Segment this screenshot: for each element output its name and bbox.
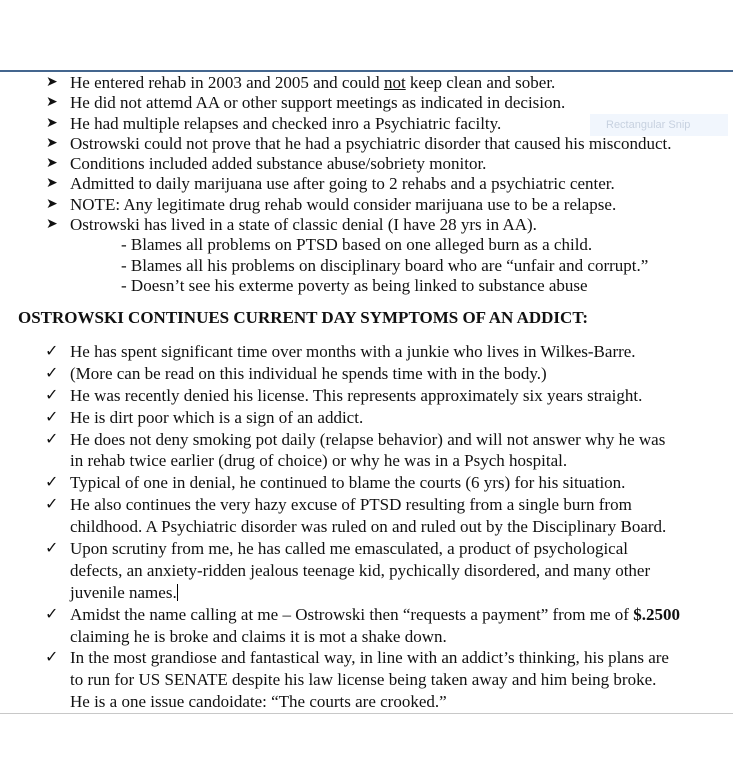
- item-text: juvenile names.: [70, 582, 177, 602]
- arrow-bullet-icon: ➤: [46, 115, 58, 131]
- arrow-bullet-icon: ➤: [46, 135, 58, 151]
- arrow-bullet-icon: ➤: [46, 217, 58, 233]
- checkmark-icon: ✓: [45, 408, 59, 426]
- list-item: [0, 114, 733, 134]
- item-text: He does not deny smoking pot daily (relapse behavior) and will not answer why he was: [70, 429, 666, 449]
- list-item: [0, 154, 733, 174]
- list-item: [0, 215, 733, 235]
- arrow-bullet-icon: ➤: [46, 196, 58, 212]
- rehab-history-list: [0, 73, 733, 296]
- editable-line-with-cursor[interactable]: [0, 582, 733, 604]
- underlined-word: not: [383, 73, 406, 92]
- item-text: In the most grandiose and fantastical way, in line with an addict’s thinking, his plans are: [70, 648, 669, 668]
- checkmark-icon: ✓: [45, 540, 59, 558]
- list-item: [0, 195, 733, 215]
- page-top-rule: [0, 70, 733, 72]
- item-text: He was recently denied his license. This represents approximately six years straight.: [70, 385, 643, 405]
- item-line: [0, 604, 733, 626]
- item-text: Conditions included added substance abuse/sobriety monitor.: [70, 154, 487, 174]
- checkmark-icon: ✓: [45, 343, 59, 360]
- sub-item: [0, 256, 733, 276]
- item-text: He did not attemd AA or other support meetings as indicated in decision.: [70, 93, 566, 113]
- item-text: He is a one issue candoidate: “The courts are crooked.”: [70, 692, 447, 712]
- arrow-bullet-icon: ➤: [46, 176, 58, 192]
- list-item: [0, 363, 733, 385]
- list-item: [0, 385, 733, 407]
- item-text: He has spent significant time over months with a junkie who lives in Wilkes-Barre.: [70, 342, 636, 361]
- arrow-bullet-icon: ➤: [46, 95, 58, 111]
- sub-item-text: - Blames all problems on PTSD based on one alleged burn as a child.: [121, 235, 593, 255]
- item-text: keep clean and sober.: [405, 73, 556, 92]
- sub-item: [0, 235, 733, 255]
- list-item: [0, 429, 733, 473]
- checkmark-icon: ✓: [45, 364, 59, 382]
- list-item: [0, 341, 733, 363]
- item-text: Amidst the name calling at me – Ostrowski then “requests a payment” from me of: [70, 604, 634, 624]
- arrow-bullet-icon: ➤: [46, 75, 58, 90]
- list-item: [0, 93, 733, 113]
- item-text: Typical of one in denial, he continued to blame the courts (6 yrs) for his situation.: [70, 473, 626, 493]
- payment-amount: $.2500: [633, 604, 680, 624]
- text-cursor: [177, 584, 178, 601]
- item-text: Ostrowski could not prove that he had a psychiatric disorder that caused his misconduct.: [70, 133, 672, 153]
- sub-item: [0, 276, 733, 296]
- item-text: defects, an anxiety-ridden jealous teenage kid, pychically disordered, and many other: [70, 560, 651, 580]
- list-item: [0, 73, 733, 93]
- page-bottom-rule: [0, 713, 733, 714]
- list-item: [0, 407, 733, 429]
- item-text: NOTE: Any legitimate drug rehab would consider marijuana use to be a relapse.: [70, 194, 617, 214]
- sub-item-text: - Blames all his problems on disciplinary board who are “unfair and corrupt.”: [121, 255, 649, 275]
- list-item: [0, 134, 733, 154]
- checkmark-icon: ✓: [45, 605, 59, 623]
- checkmark-icon: ✓: [45, 649, 59, 667]
- item-text: in rehab twice earlier (drug of choice) or why he was in a Psych hospital.: [70, 451, 568, 471]
- item-text: He also continues the very hazy excuse of PTSD resulting from a single burn from: [70, 495, 632, 515]
- sub-item-text: - Doesn’t see his exterme poverty as being linked to substance abuse: [121, 275, 588, 295]
- item-text: (More can be read on this individual he spends time with in the body.): [70, 363, 547, 383]
- item-text: He had multiple relapses and checked inro a Psychiatric facilty.: [70, 113, 502, 133]
- symptoms-list: [0, 341, 733, 713]
- item-text: He entered rehab in 2003 and 2005 and could: [70, 73, 384, 92]
- checkmark-icon: ✓: [45, 474, 59, 492]
- checkmark-icon: ✓: [45, 430, 59, 448]
- item-text: childhood. A Psychiatric disorder was ruled on and ruled out by the Disciplinary Board.: [70, 517, 667, 537]
- item-text: claiming he is broke and claims it is mot a shake down.: [70, 626, 447, 646]
- list-item: [0, 604, 733, 648]
- list-item: [0, 472, 733, 494]
- item-text: Upon scrutiny from me, he has called me emasculated, a product of psychological: [70, 539, 628, 559]
- item-text: Ostrowski has lived in a state of classic denial (I have 28 yrs in AA).: [70, 215, 537, 235]
- list-item: [0, 494, 733, 538]
- checkmark-icon: ✓: [45, 386, 59, 404]
- checkmark-icon: ✓: [45, 496, 59, 514]
- list-item: [0, 174, 733, 194]
- item-text: Admitted to daily marijuana use after going to 2 rehabs and a psychiatric center.: [70, 174, 615, 194]
- snip-label: Rectangular Snip: [606, 119, 691, 131]
- section-heading: OSTROWSKI CONTINUES CURRENT DAY SYMPTOMS OF AN ADDICT:: [18, 308, 589, 327]
- item-text: He is dirt poor which is a sign of an addict.: [70, 407, 364, 427]
- list-item: [0, 647, 733, 713]
- arrow-bullet-icon: ➤: [46, 156, 58, 172]
- list-item: [0, 538, 733, 604]
- item-text: to run for US SENATE despite his law license being taken away and him being broke.: [70, 670, 657, 690]
